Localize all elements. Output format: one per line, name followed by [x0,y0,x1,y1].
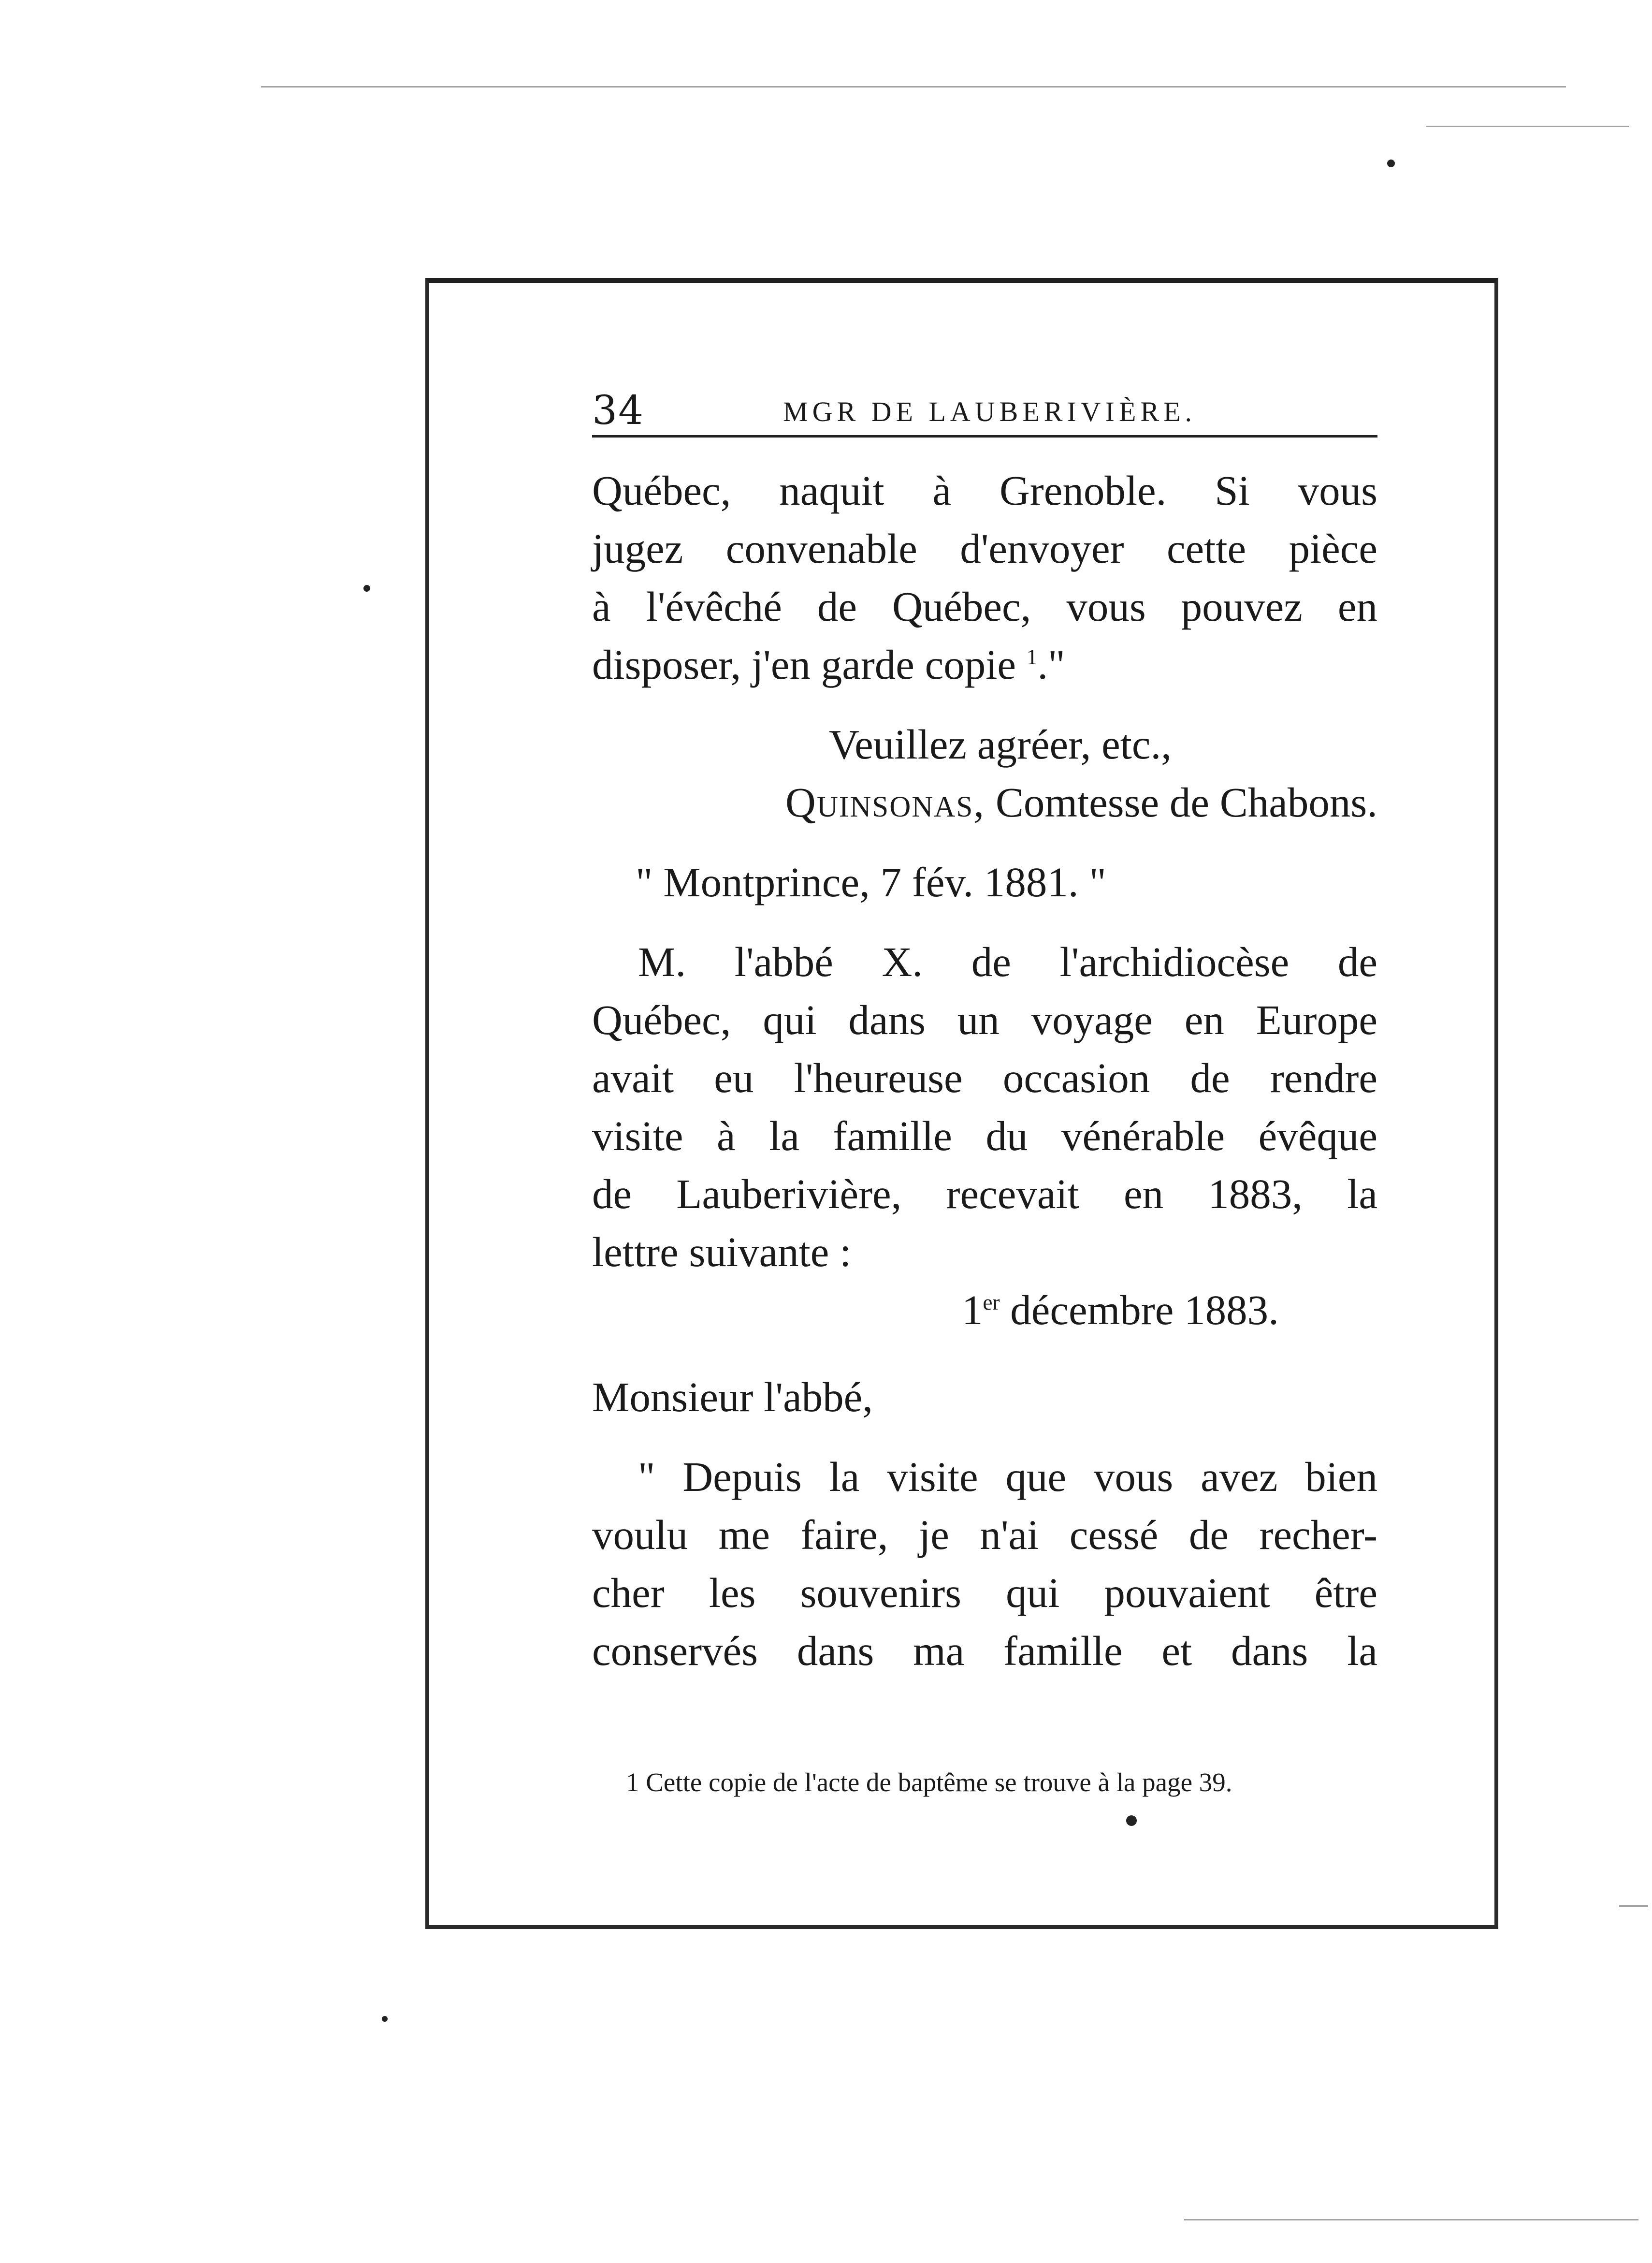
letter-signature [592,774,1377,832]
signature-name: Quinsonas, [785,779,985,826]
running-title: MGR DE LAUBERIVIÈRE. [783,396,1197,427]
page-number: 34 [592,388,645,434]
letter-date-ordinal: er [983,1290,1000,1314]
footnote: 1 Cette copie de l'acte de baptême se trouve à la page 39. [626,1767,1232,1797]
place-date: " Montprince, 7 fév. 1881. " [636,859,1106,905]
text-line: avait eu l'heureuse occasion de rendre [592,1054,1377,1101]
running-head [592,382,1377,438]
spacer [592,832,1377,853]
footnote-reference: 1 [1026,645,1038,669]
text-line: Québec, qui dans un voyage en Europe [592,996,1377,1043]
letter-date-rest: décembre 1883. [1010,1286,1279,1333]
text-line: M. l'abbé X. de l'archidiocèse de [638,938,1377,985]
scan-speck [382,2016,388,2022]
spacer [592,694,1377,715]
letter-date-day: 1 [962,1286,983,1333]
scan-artifact-top-line-2 [1426,126,1629,127]
text-line: voulu me faire, je n'ai cessé de recher- [592,1511,1377,1558]
text-line: Québec, naquit à Grenoble. Si vous [592,467,1377,514]
letter-closing: Veuillez agréer, etc., [829,721,1172,768]
text-line: jugez convenable d'envoyer cette pièce [592,525,1377,572]
text-line: lettre suivante : [592,1228,852,1275]
spacer [592,1339,1377,1368]
text-fragment: disposer, j'en garde copie [592,641,1016,688]
scan-artifact-right-line [1619,1905,1648,1907]
salutation: Monsieur l'abbé, [592,1373,873,1420]
closing-quote: ." [1037,641,1065,688]
scan-speck [363,585,370,592]
text-line: à l'évêché de Québec, vous pouvez en [592,583,1377,630]
text-line: cher les souvenirs qui pouvaient être [592,1569,1377,1616]
text-line [592,636,1377,694]
scan-artifact-top-line [261,86,1566,88]
page-text-block [592,382,1377,1680]
spacer [592,911,1377,933]
scan-speck [1387,160,1395,167]
letter-date [592,1281,1377,1339]
scan-artifact-bottom-line [1184,2219,1638,2220]
text-line: " Depuis la visite que vous avez bien [638,1453,1377,1500]
spacer [592,1426,1377,1448]
text-line: de Lauberivière, recevait en 1883, la [592,1170,1377,1217]
signature-title: Comtesse de Chabons. [995,779,1377,826]
text-line: visite à la famille du vénérable évêque [592,1112,1377,1159]
text-line: conservés dans ma famille et dans la [592,1627,1377,1674]
